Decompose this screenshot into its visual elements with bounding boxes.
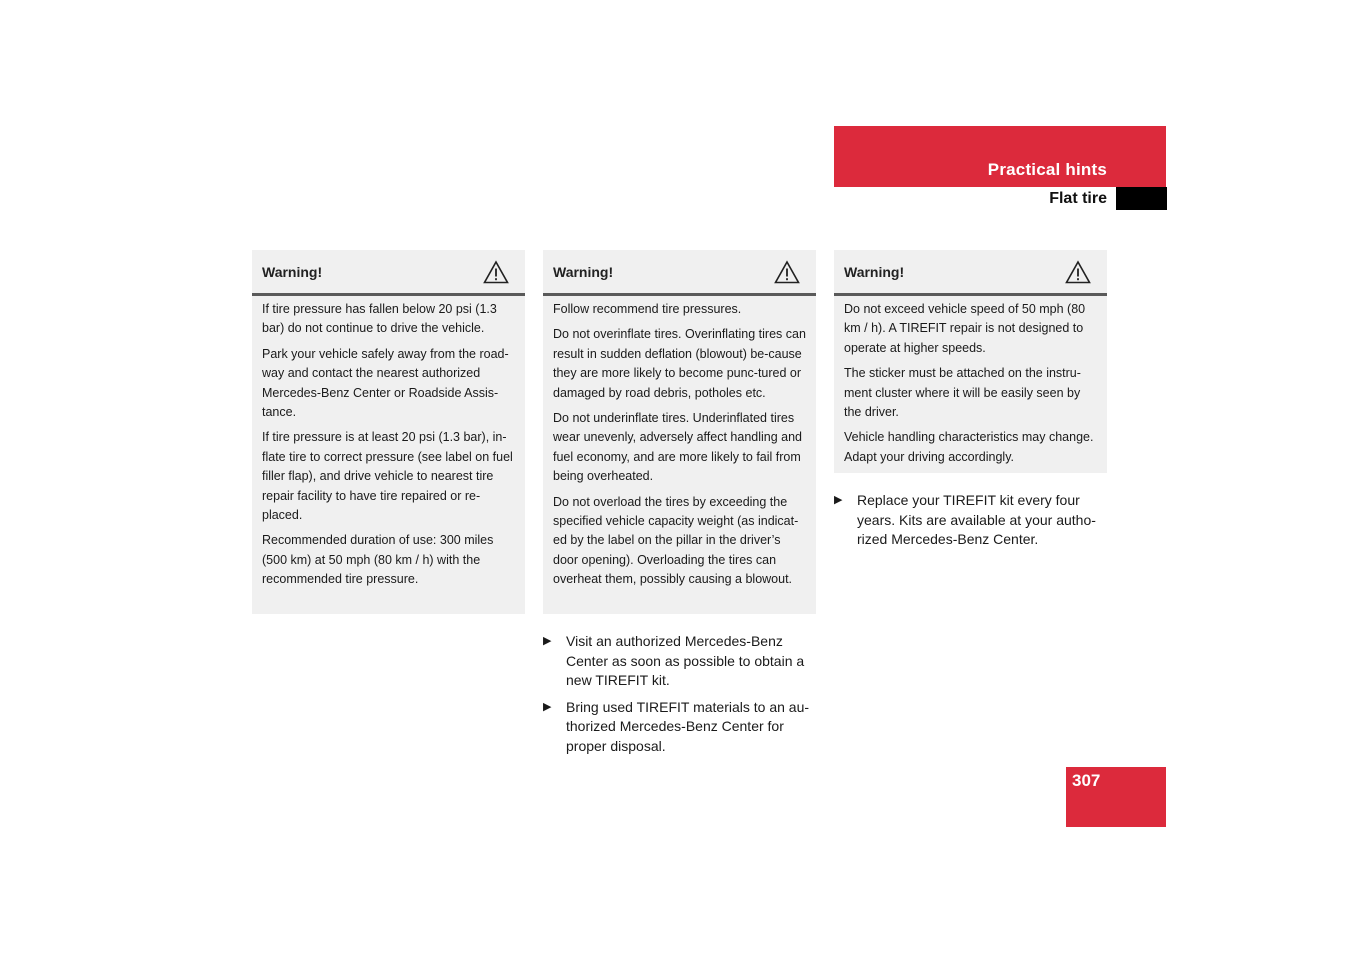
instruction-text: Visit an authorized Mercedes-Benz Center as soon as possible to obtain a new TIREFIT kit. <box>566 633 805 689</box>
warning-triangle-icon <box>1065 260 1091 284</box>
warning-triangle-icon <box>774 260 800 284</box>
instruction-item <box>834 491 1107 550</box>
warning-paragraph: The sticker must be attached on the instru-ment cluster where it will be easily seen by the driver. <box>844 366 1081 420</box>
warning-body <box>834 296 1107 479</box>
warning-title: Warning! <box>844 264 905 280</box>
warning-title: Warning! <box>553 264 614 280</box>
page-number: 307 <box>1072 771 1101 790</box>
warning-paragraph: Park your vehicle safely away from the road-way and contact the nearest authorized Mercedes-Benz Center or Roadside Assis-tance. <box>262 346 509 420</box>
warning-header <box>543 250 816 296</box>
warning-paragraph: Follow recommend tire pressures. <box>553 302 742 316</box>
warning-box-3 <box>834 250 1107 473</box>
warning-paragraph: If tire pressure is at least 20 psi (1.3 bar), in-flate tire to correct pressure (see label on fuel filler flap), and drive vehicle to nearest tire repair facility to have tire repaired or re-placed. <box>262 430 513 523</box>
instruction-text: Replace your TIREFIT kit every four years. Kits are available at your autho-rized Mercedes-Benz Center. <box>857 492 1096 548</box>
warning-paragraph: Recommended duration of use: 300 miles (500 km) at 50 mph (80 km / h) with the recommended tire pressure. <box>262 533 494 587</box>
instruction-item <box>543 632 816 691</box>
warning-paragraph: Do not exceed vehicle speed of 50 mph (80 km / h). A TIREFIT repair is not designed to operate at higher speeds. <box>844 302 1086 355</box>
warning-paragraph: Do not overinflate tires. Overinflating tires can result in sudden deflation (blowout) be-cause they are more likely to become punc-tured or damaged by road debris, potholes etc. <box>553 327 806 400</box>
warning-paragraph: Do not underinflate tires. Underinflated tires wear unevenly, adversely affect handling and fuel economy, and are more likely to fail from being overheated. <box>553 411 803 484</box>
instruction-item <box>543 698 816 757</box>
warning-header <box>252 250 525 296</box>
subsection-title: Flat tire <box>1049 190 1107 207</box>
warning-box-2 <box>543 250 816 614</box>
warning-body <box>252 296 525 602</box>
instruction-list-2 <box>543 632 816 764</box>
instruction-text: Bring used TIREFIT materials to an au-thorized Mercedes-Benz Center for proper disposal. <box>566 698 810 754</box>
warning-triangle-icon <box>483 260 509 284</box>
warning-body <box>543 296 816 602</box>
warning-box-1 <box>252 250 525 614</box>
warning-paragraph: If tire pressure has fallen below 20 psi (1.3 bar) do not continue to drive the vehicle. <box>262 302 497 336</box>
bullet-arrow-icon: ▶ <box>543 700 552 713</box>
bullet-arrow-icon: ▶ <box>543 635 552 647</box>
page-number-box <box>1066 767 1166 827</box>
warning-title: Warning! <box>262 264 323 280</box>
section-banner <box>834 126 1166 187</box>
section-tab-marker <box>1116 187 1167 210</box>
section-title: Practical hints <box>987 160 1107 179</box>
bullet-arrow-icon: ▶ <box>834 494 843 506</box>
warning-paragraph: Do not overload the tires by exceeding the specified vehicle capacity weight (as indicat-ed by the label on the pillar in the driver’s door opening). Overloading the tires can overheat them, possibly causing a blowout. <box>553 494 799 587</box>
warning-header <box>834 250 1107 296</box>
warning-paragraph: Vehicle handling characteristics may change. Adapt your driving accordingly. <box>844 430 1094 464</box>
instruction-list-3 <box>834 491 1107 557</box>
